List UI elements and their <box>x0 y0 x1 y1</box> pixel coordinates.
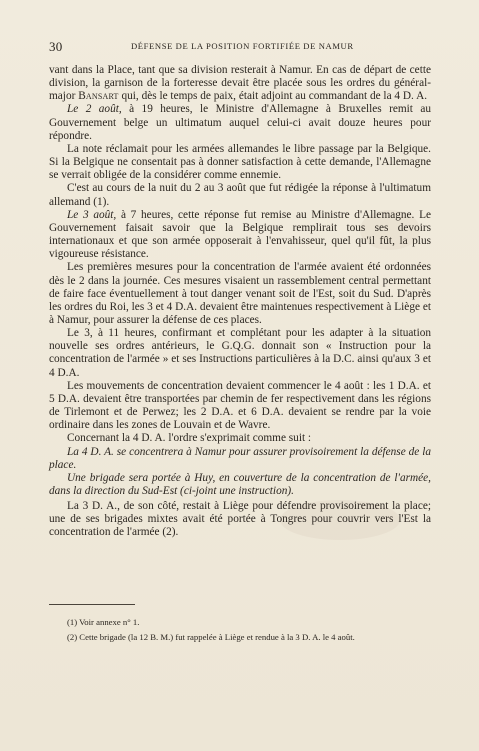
footnotes <box>49 604 431 643</box>
text-run: Une brigade sera portée à Huy, en couverture de la concentration de l'armée, dans la direction du Sud-Est ( <box>49 471 431 497</box>
quoted-order: La 4 D. A. se concentrera à Namur pour assurer provisoirement la défense de la place. <box>49 445 431 471</box>
date-label: Le 2 août, <box>67 103 122 116</box>
footnote: (1) Voir annexe n° 1. <box>67 617 140 627</box>
body-text <box>49 64 431 540</box>
paragraph <box>49 103 431 142</box>
footnote: (2) Cette brigade (la 12 B. M.) fut rappelée à Liège et rendue à la 3 D. A. le 4 août. <box>67 631 355 642</box>
paragraph: Concernant la 4 D. A. l'ordre s'exprimait comme suit : <box>67 432 312 445</box>
footnote-rule <box>49 604 135 605</box>
running-title: DÉFENSE DE LA POSITION FORTIFIÉE DE NAMUR <box>131 41 354 51</box>
paragraph: La 3 D. A., de son côté, restait à Liège pour défendre provisoirement la place; une de ses brigades mixtes avait été portée à Tongres pour couvrir vers l'Est la concentration de l'armée (2). <box>49 500 431 539</box>
paragraph: Les premières mesures pour la concentration de l'armée avaient été ordonnées dès le 2 dans la journée. Ces mesures visaient un rassemblement central permettant de faire face éventuellement à tout danger venant soit de l'Est, soit du Sud. D'après les ordres du Roi, les 3 et 4 D.A. devaient être maintenues respectivement à Liège et à Namur, pour assurer la défense de ces places. <box>49 261 431 326</box>
paragraph: Les mouvements de concentration devaient commencer le 4 août : les 1 D.A. et 5 D.A. devaient être transportées par chemin de fer respectivement dans les régions de Tirlemont et de Perwez; les 2 D.A. et 6 D.A. devaient se rendre par la voie ordinaire dans les zones de Louvain et de Wavre. <box>49 379 431 432</box>
text-run: à 19 heures, le Ministre d'Allemagne à Bruxelles remit au Gouvernement belge un ultimatum auquel celui-ci avait douze heures pour répondre. <box>49 103 431 142</box>
text-run: ). <box>287 485 294 497</box>
page-header <box>49 39 430 53</box>
paragraph: C'est au cours de la nuit du 2 au 3 août que fut rédigée la réponse à l'ultimatum allemand (1). <box>49 182 431 208</box>
paragraph <box>49 209 431 262</box>
paragraph: Le 3, à 11 heures, confirmant et complétant pour les adapter à la situation nouvelle ses ordres antérieurs, le G.Q.G. donnait son « Instruction pour la concentration de l'armée » et ses Instructions particulières à la D.C. ainsi qu'aux 3 et 4 D.A. <box>49 327 431 379</box>
text-run: qui, dès le temps de paix, était adjoint au commandant de la 4 D. A. <box>118 90 428 103</box>
text-run: ci-joint une instruction <box>183 485 288 497</box>
text-run: vant dans la Place, tant que sa division resterait à Namur. En cas de départ de cette division, la garnison de la forteresse devait être placée sous les ordres du général-major <box>49 64 431 103</box>
quoted-order <box>49 472 431 498</box>
page-number: 30 <box>49 39 63 54</box>
paragraph <box>49 64 431 103</box>
paragraph: La note réclamait pour les armées allemandes le libre passage par la Belgique. Si la Belgique ne consentait pas à donner satisfaction à cette demande, l'Allemagne se verrait obligée de la considérer comme ennemie. <box>49 142 431 182</box>
date-label: Le 3 août, <box>67 208 117 221</box>
person-name: Bansart <box>78 90 119 103</box>
text-run: à 7 heures, cette réponse fut remise au Ministre d'Allemagne. Le Gouvernement faisait savoir que la Belgique remplirait tous ses devoirs internationaux et que son armée opposerait à l'envahisseur, quel qu'il fût, la plus vigoureuse résistance. <box>49 208 431 261</box>
